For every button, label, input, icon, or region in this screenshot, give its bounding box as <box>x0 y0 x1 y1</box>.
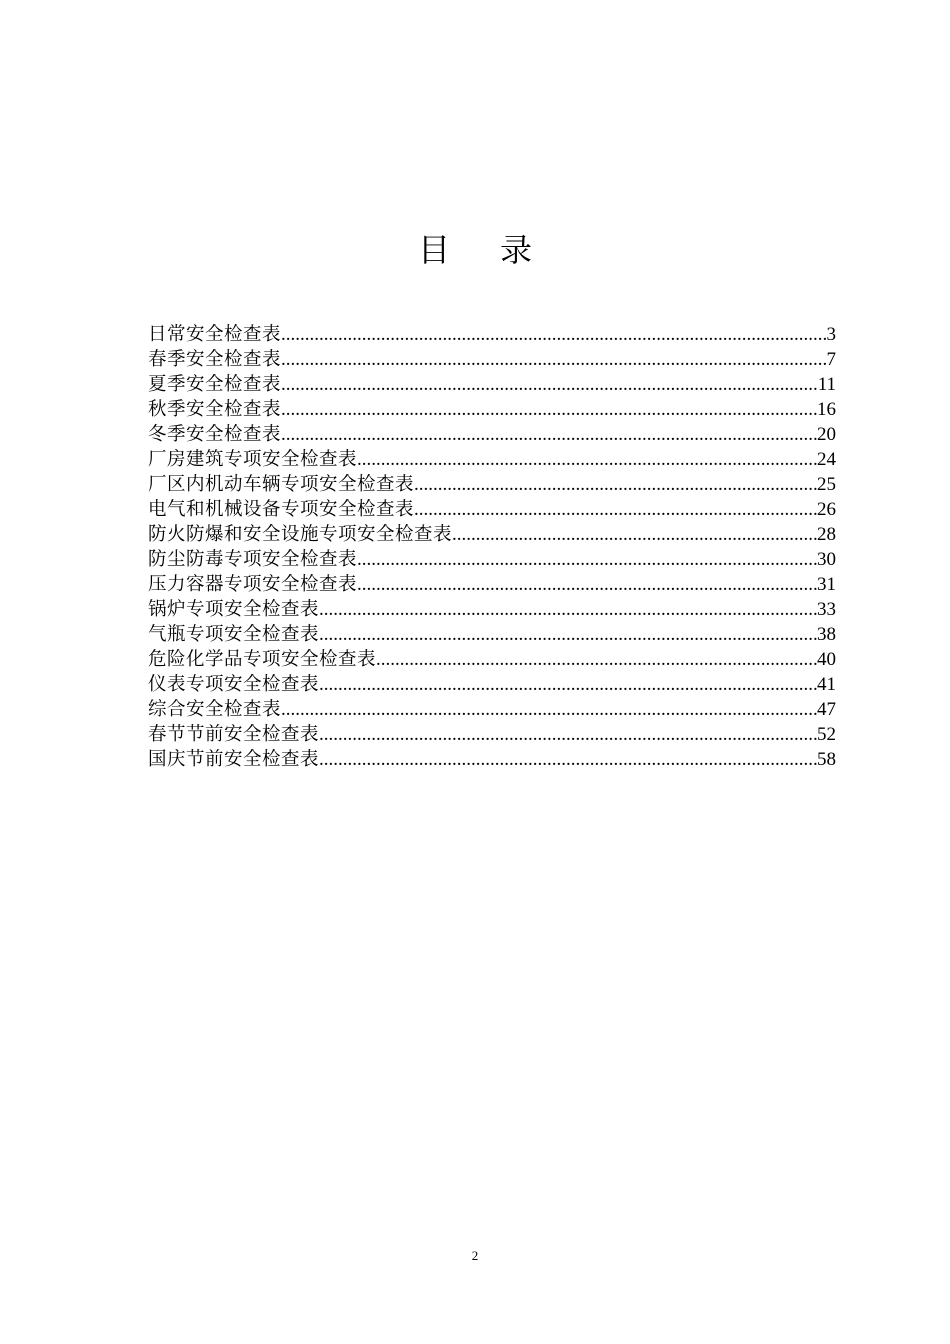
toc-entry-label: 秋季安全检查表 <box>148 399 282 420</box>
toc-entry[interactable] <box>148 672 836 697</box>
table-of-contents <box>148 322 836 772</box>
toc-dot-leader <box>357 447 817 472</box>
toc-entry[interactable] <box>148 697 836 722</box>
toc-entry-page: 41 <box>817 674 836 695</box>
toc-entry-label: 危险化学品专项安全检查表 <box>148 649 377 670</box>
toc-entry-page: 16 <box>817 399 836 420</box>
toc-entry-label: 气瓶专项安全检查表 <box>148 624 320 645</box>
toc-entry[interactable] <box>148 547 836 572</box>
toc-dot-leader <box>319 622 817 647</box>
toc-entry-label: 春节节前安全检查表 <box>148 724 320 745</box>
toc-entry-page: 24 <box>817 449 836 470</box>
toc-dot-leader <box>357 547 817 572</box>
toc-entry-page: 31 <box>817 574 836 595</box>
toc-dot-leader <box>281 422 817 447</box>
page-number: 2 <box>471 1248 479 1263</box>
toc-entry-label: 防尘防毒专项安全检查表 <box>148 549 358 570</box>
toc-dot-leader <box>319 672 817 697</box>
toc-entry[interactable] <box>148 722 836 747</box>
toc-entry-page: 47 <box>817 699 836 720</box>
toc-entry-page: 52 <box>817 724 836 745</box>
toc-dot-leader <box>319 747 817 772</box>
toc-entry[interactable] <box>148 597 836 622</box>
toc-dot-leader <box>281 347 826 372</box>
toc-entry-label: 夏季安全检查表 <box>148 374 282 395</box>
toc-dot-leader <box>414 472 817 497</box>
toc-entry[interactable] <box>148 347 836 372</box>
toc-entry[interactable] <box>148 622 836 647</box>
toc-dot-leader <box>319 597 817 622</box>
toc-dot-leader <box>452 522 817 547</box>
toc-entry[interactable] <box>148 647 836 672</box>
toc-dot-leader <box>281 697 817 722</box>
toc-entry-label: 国庆节前安全检查表 <box>148 749 320 770</box>
toc-entry-label: 仪表专项安全检查表 <box>148 674 320 695</box>
toc-entry-label: 春季安全检查表 <box>148 349 282 370</box>
toc-entry-label: 厂区内机动车辆专项安全检查表 <box>148 474 415 495</box>
toc-entry-page: 38 <box>817 624 836 645</box>
toc-entry-page: 30 <box>817 549 836 570</box>
toc-entry-label: 防火防爆和安全设施专项安全检查表 <box>148 524 453 545</box>
toc-dot-leader <box>414 497 817 522</box>
toc-dot-leader <box>319 722 817 747</box>
toc-entry[interactable] <box>148 572 836 597</box>
toc-entry-label: 压力容器专项安全检查表 <box>148 574 358 595</box>
toc-entry-page: 20 <box>817 424 836 445</box>
toc-entry-page: 28 <box>817 524 836 545</box>
toc-entry[interactable] <box>148 497 836 522</box>
toc-entry-label: 日常安全检查表 <box>148 324 282 345</box>
toc-entry[interactable] <box>148 522 836 547</box>
toc-entry[interactable] <box>148 472 836 497</box>
toc-entry[interactable] <box>148 422 836 447</box>
toc-entry-label: 电气和机械设备专项安全检查表 <box>148 499 415 520</box>
toc-dot-leader <box>281 397 817 422</box>
toc-entry[interactable] <box>148 747 836 772</box>
title-char-1: 目 <box>417 231 450 269</box>
title-char-2: 录 <box>500 231 533 269</box>
toc-entry-page: 3 <box>826 324 836 345</box>
toc-entry-label: 综合安全检查表 <box>148 699 282 720</box>
toc-entry[interactable] <box>148 397 836 422</box>
toc-entry[interactable] <box>148 447 836 472</box>
toc-entry-page: 11 <box>817 374 836 395</box>
toc-entry-page: 7 <box>826 349 836 370</box>
toc-entry-label: 厂房建筑专项安全检查表 <box>148 449 358 470</box>
toc-dot-leader <box>376 647 817 672</box>
toc-entry-label: 冬季安全检查表 <box>148 424 282 445</box>
toc-entry[interactable] <box>148 372 836 397</box>
toc-entry-page: 26 <box>817 499 836 520</box>
toc-entry-page: 40 <box>817 649 836 670</box>
toc-entry[interactable] <box>148 322 836 347</box>
toc-dot-leader <box>357 572 817 597</box>
toc-entry-label: 锅炉专项安全检查表 <box>148 599 320 620</box>
page-title <box>0 228 950 272</box>
toc-entry-page: 33 <box>817 599 836 620</box>
toc-entry-page: 58 <box>817 749 836 770</box>
toc-dot-leader <box>281 372 818 397</box>
toc-entry-page: 25 <box>817 474 836 495</box>
toc-dot-leader <box>281 322 826 347</box>
